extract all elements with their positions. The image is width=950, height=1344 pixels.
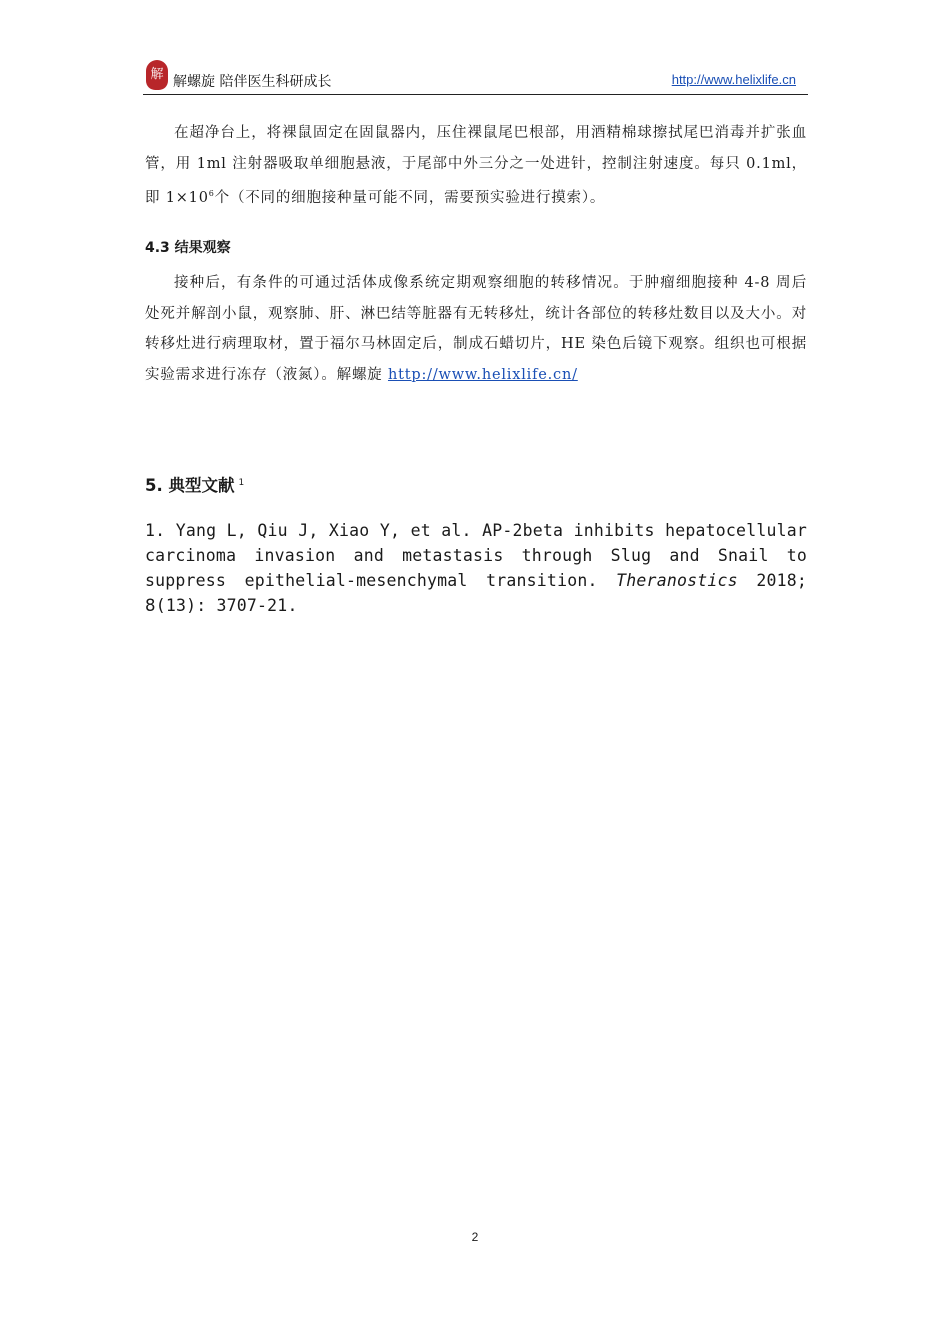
page-number: 2 <box>471 1230 479 1244</box>
brand-slogan: 解螺旋 陪伴医生科研成长 <box>173 74 332 90</box>
page-header <box>143 58 808 95</box>
reference-year: 2018; <box>737 571 807 590</box>
procedure-text-rest: 个（不同的细胞接种量可能不同，需要预实验进行摸索）。 <box>214 189 606 206</box>
reference-volume: 8 <box>145 596 156 615</box>
results-observation-paragraph <box>145 268 807 390</box>
reference-authors-title: 1. Yang L, Qiu J, Xiao Y, et al. AP-2beta inhibits hepatocellular carcinoma invasion and metastasis through Slug and Snail to suppress epithelial-mesenchymal transition. <box>145 521 807 590</box>
observation-text: 接种后，有条件的可通过活体成像系统定期观察细胞的转移情况。于肿瘤细胞接种 4-8 周后处死并解剖小鼠，观察肺、肝、淋巴结等脏器有无转移灶，统计各部位的转移灶数目以及大小。对转移灶进行病理取材，置于福尔马林固定后，制成石蜡切片，HE 染色后镜下观察。组织也可根据实验需求进行冻存（液氮）。解螺旋 <box>145 275 807 383</box>
section-heading-4-3: 4.3 结果观察 <box>145 240 231 256</box>
reference-entry <box>145 518 807 618</box>
section-5-title: 5. 典型文献 <box>145 476 235 495</box>
citation-superscript: 1 <box>238 477 245 488</box>
procedure-text: 在超净台上，将裸鼠固定在固鼠器内，压住裸鼠尾巴根部，用酒精棉球擦拭尾巴消毒并扩张血管，用 1ml 注射器吸取单细胞悬液，于尾部中外三分之一处进针，控制注射速度。每只 0.1ml，即 1×10 <box>145 125 807 206</box>
header-website-link[interactable]: http://www.helixlife.cn <box>671 72 796 87</box>
reference-issue-pages: (13): 3707-21. <box>155 596 298 615</box>
reference-journal: Theranostics <box>616 571 738 590</box>
helixlife-link[interactable]: http://www.helixlife.cn/ <box>387 366 578 383</box>
injection-procedure-paragraph <box>145 118 807 213</box>
exponent: 6 <box>208 189 215 198</box>
section-heading-5 <box>145 472 244 496</box>
helixlife-logo: 解 <box>146 60 168 90</box>
